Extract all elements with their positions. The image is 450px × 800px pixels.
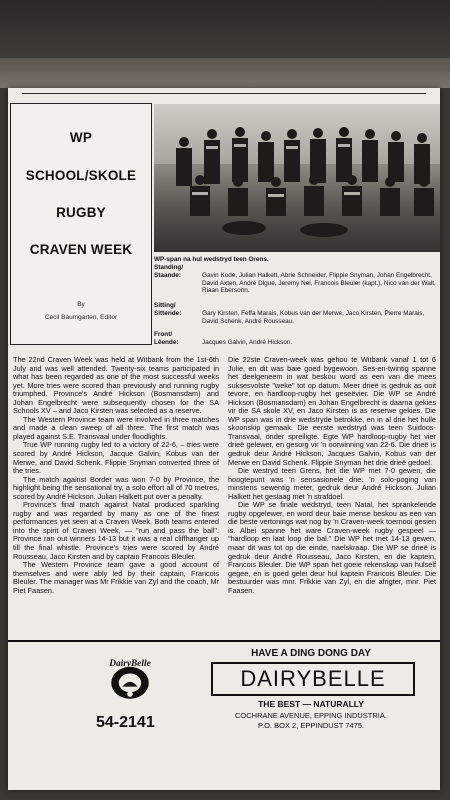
english-paragraph: The Western Province team gave a good account of themselves and were ably led by their captain, Francois Bleuler. The manager was Mr Frikkie van Zyl and the coach, Mr Piet Faasen. xyxy=(13,560,219,595)
ad-address-2: P.O. BOX 2, EPPINDUST 7475. xyxy=(257,721,365,730)
afrikaans-paragraph: Die westryd teen Grens, het die WP met 7-0 gewen, die hoogtepunt was 'n sensasionele drie, 'n solo-poging van minstens sewentig meter, gedruk deur André Hickson. Julian Halkett het geslaag met 'n strafdoel. xyxy=(228,466,436,501)
afrikaans-paragraph: Die 22ste Craven-week was gehou te Witbank vanaf 1 tot 6 Julie, en dit was baie goed bygewoon. Ses-en-twintig spanne het deelgeneem in wat beskou word as een van die mees suksesvolste "weke" tot op datum. Meer drieë is gedruk as ooit tevore, en hardloop-rugby het geseëvier. Die WP se André Hickson (Bosmansdam) en Johan Engelbrecht is daarna gekies vir die SA skole XV, en Jaco Kirsten is as reserwe gekies. Die WP span was in drie wedstryde betrokke, en in al drie het hulle skoonskip gemaak. Die eerste wedstryd was teen Suidoos-Transvaal, onder spreiligte. Egte WP hardloop-rugby het vier drieë gelewer, en gesorg vir 'n oorwinning van 22-6. Die drieë is gedruk deur André Hickson, Jacques Galvin, Kobus van der Merwe en David Schenk. Flippie Snyman het drie drieë gedoel. xyxy=(228,355,436,467)
ad-headline: HAVE A DING DONG DAY xyxy=(251,648,371,659)
byline-author: Cecil Baumgarten, Editor xyxy=(44,314,118,321)
ad-phone: 54-2141 xyxy=(96,714,155,731)
english-paragraph: Province's final match against Natal produced sparkling rugby and was regarded by many as one of the finest performances yet seen at a Craven Week. Both teams entered into the spirit of Craven Week, — "run and pass the ball". Province ran out winners 14-13 but it was a real cliffhanger up till the final whistle. Province's tries were scored by André Rousseau, Jaco Kirsten and by captain Francois Bleuler. xyxy=(13,500,219,561)
afrikaans-paragraph: Die WP se finale wedstryd, teen Natal, het sprankelende rugby opgelewer, en word deur baie mense beskou as een van die beste vertonings wat nog by 'n Craven-week toernooi gesien is. Albei spanne het ware Craven-week rugby gespeel — "hardloop en laat loop die bal." Die WP het met 14-13 gewen, maar dit was tot op die einde, naelskraap. Die WP se drieë is gedruk deur André Rousseau, Jaco Kirsten, en die kaptein, Francois Bleuler. Die WP span het goeie rekenskap van hulself gegee, en is goed gelei deur hul kaptein Francois Bleuler. Die bestuurder was mnr. Frikkie van Zyl, en die afrigter, mnr. Piet Faasen. xyxy=(228,500,436,595)
magazine-page xyxy=(8,88,440,790)
sitting-label: Sitting/ Sittende: xyxy=(154,302,182,317)
ad-address-1: COCHRANE AVENUE, EPPING INDUSTRIA. xyxy=(235,711,387,720)
logo-text: DairyBelle xyxy=(109,658,151,669)
english-paragraph: The match against Border was won 7-0 by Province, the highlight being the sensational try, a solo effort all of 70 metres, scored by André Hickson. Julian Halkett put over a penalty. xyxy=(13,474,219,501)
title-line-2: SCHOOL/SKOLE xyxy=(25,168,137,183)
english-paragraph: True WP running rugby led to a victory of 22-6, – tries were scored by André Hickson, Jacque Galvin, Kobus van der Merwe, and David Schenk. Flippie Snyman converted three of the tries. xyxy=(13,440,219,476)
afrikaans-column xyxy=(228,356,436,595)
team-photo-figures xyxy=(154,104,440,252)
photo-caption-heading: WP-span na hul wedstryd teen Grens. xyxy=(154,256,269,263)
front-names: Jacques Galvin, André Hickson. xyxy=(202,339,293,346)
english-paragraph: The Western Province team were involved in three matches and made a clean sweep of all three. The first match was played against S.E. Transvaal under floodlights. xyxy=(13,414,219,441)
standing-label: Standing/ Staande: xyxy=(154,264,184,279)
ad-brand: DAIRYBELLE xyxy=(211,662,415,696)
top-rule xyxy=(22,93,426,94)
page-fold xyxy=(0,58,450,88)
title-line-4: CRAVEN WEEK xyxy=(29,242,133,257)
title-line-1: WP xyxy=(69,130,93,145)
background-above-page xyxy=(0,0,450,88)
english-paragraph: The 22nd Craven Week was held at Witbank from the 1st-6th July and was well attended. Twenty-six teams participated in what has been regarded as one of the most successful weeks yet. More tries were scored than previously and running rugby triumphed. Province's André Hickson (Bosmansdam) and Johan Engelbrecht were subsequently chosen for the SA Schools XV – and Jaco Kirsten was selected as a reserve. xyxy=(13,355,219,416)
front-label: Front/ Lêende: xyxy=(154,331,179,346)
title-line-3: RUGBY xyxy=(56,205,106,220)
team-photo xyxy=(154,104,440,252)
dairybelle-logo-icon xyxy=(100,656,160,704)
ad-tagline: THE BEST — NATURALLY xyxy=(258,699,364,709)
english-column xyxy=(13,356,219,595)
title-box xyxy=(10,103,152,345)
standing-names: Gavin Kode, Julian Halkett, Abrie Schneider, Flippie Snyman, Johan Engelbrecht, David Axten, André Dlgue, Jeremy Nel, Francois Bleuler (kapt.), Nico van der Walt, Riaan Ebersohn. xyxy=(202,272,436,295)
ad-separator xyxy=(8,640,440,642)
sitting-names: Gary Kirsten, Feffa Marais, Kobus van der Merwe, Jaco Kirsten, Pierre Marais, David Schenk, André Rousseau. xyxy=(202,310,425,325)
byline-by: By xyxy=(77,301,85,308)
